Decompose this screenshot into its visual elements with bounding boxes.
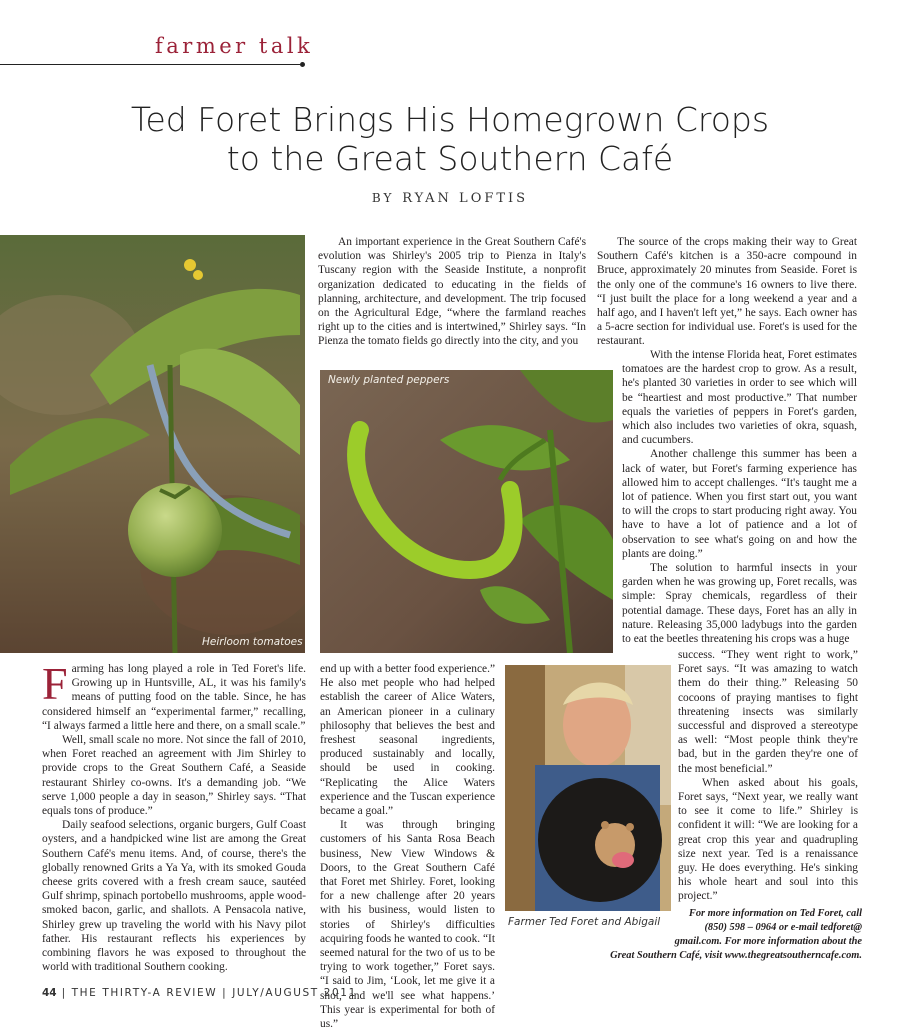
farmer-caption: Farmer Ted Foret and Abigail [508, 916, 661, 928]
lead-text: arming has long played a role in Ted Foret's life. Growing up in Huntsville, AL, it was his family's means of putting food on the table. Since, he has considered himself an “experimental farmer,” recalling, “I always farmed a little here and there, on a small scale.” [42, 663, 306, 732]
info-line: (850) 598 – 0964 or e-mail tedforet@ [704, 922, 862, 933]
paragraph: With the intense Florida heat, Foret estimates tomatoes are the hardest crop to grow. As a result, he's planted 30 varieties in order to see which will be “heartiest and most productive.” That number equals the varieties of peppers in Foret's garden, which also includes two varieties of okra, squash, and cucumbers. [622, 349, 857, 447]
paragraph: When asked about his goals, Foret says, “Next year, we really want to see it come to life.” Shirley is confident it will: “We are looking for a great crop this year and quadrupling size next year. Ted is a renaissance guy. He does everything. He's sinking his whole heart and soul into this project.” [678, 776, 858, 903]
footer-separator: | [222, 987, 228, 999]
paragraph: Well, small scale no more. Not since the fall of 2010, when Foret reached an agreement with Jim Shirley to provide crops to the Great Southern Café, a Seaside restaurant Shirley co-owns. It's a demanding job. “We serve 1,000 people a day in season,” Shirley says. “That equals tons of produce.” [42, 734, 306, 818]
contact-info [560, 907, 862, 963]
info-line: Great Southern Café, visit www.thegreatsoutherncafe.com. [610, 950, 862, 961]
tomato-illustration [0, 235, 305, 653]
tomato-caption: Heirloom tomatoes [202, 636, 303, 648]
page-number: 44 [42, 987, 57, 999]
pepper-caption: Newly planted peppers [328, 374, 450, 386]
paragraph-lead [42, 658, 306, 733]
paragraph: It was through bringing customers of his Santa Rosa Beach business, New View Windows & Doors, to the Great Southern Café that Foret met Shirley. Foret, looking for a new challenge after 20 years with his business, would listen to stories of Shirley's difficulties acquiring foods he wanted to cook. “It seemed natural for the two of us to be trying to work together,” Foret says. “I said to Jim, ‘Look, let me give it a shot, and we'll see what happens.’ This year is experimental for both of us.” [320, 819, 495, 1031]
page-footer [42, 987, 357, 999]
section-label: farmer talk [155, 34, 314, 58]
byline-author: RYAN LOFTIS [402, 191, 529, 206]
paragraph: An important experience in the Great Southern Café's evolution was Shirley's 2005 trip to Pienza in Italy's Tuscany region with the Seaside Institute, a nonprofit organization dedicated to educating in the fields of planning, architecture, and development. The trip focused on the Agricultural Edge, “where the farmland reaches right up to the cities and is intertwined,” Shirley says. “In Pienza the tomato fields go directly into the city, and you [318, 236, 586, 348]
paragraph: end up with a better food experience.” He also met people who had helped establish the career of Alice Waters, an American pioneer in a culinary philosophy that believes the best and freshest seasonal ingredients, produced sustainably and locally, should be used in cooking. “Replicating the Alice Waters experience and the Tuscan experience became a goal.” [320, 663, 495, 818]
paragraph: success. “They went right to work,” Foret says. “It was amazing to watch them do their thing.” Releasing 50 cocoons of praying mantises to fight threatening insects was similarly successful and disproved a stereotype as well: “Most people think they're bad, but in the garden they're one of the most beneficial.” [678, 649, 858, 775]
section-rule [0, 64, 300, 65]
paragraph: Daily seafood selections, organic burgers, Gulf Coast oysters, and a handpicked wine list are among the Great Southern Café's menu items. And, of course, there's the globally renowned Grits a Ya Ya, with its smoked Gouda cheese grits covered with a fresh cream sauce, sautéed Gulf shrimp, spinach portobello mushrooms, apple wood-smoked bacon, garlic, and shallots. A Pensacola native, Shirley grew up traveling the world with his Navy pilot father. His restaurant reflects his experiences by combining flavors he was exposed to throughout the world with traditional Southern cooking. [42, 819, 306, 974]
paragraph: The source of the crops making their way to Great Southern Café's kitchen is a 350-acre compound in Bruce, approximately 20 minutes from Seaside. Foret is the only one of the commune's 16 owners to live there. “I just built the place for a long weekend a year and a half ago, and I haven't left yet,” he says. Each owner has a 5-acre section for individual use. Foret's is used for the restaurant. [597, 236, 857, 348]
byline-prefix: BY [371, 191, 395, 205]
pepper-illustration [320, 370, 613, 653]
section-rule-dot [300, 62, 305, 67]
article-headline [60, 100, 840, 178]
column-2-bottom-text [320, 662, 495, 1031]
paragraph: The solution to harmful insects in your garden when he was growing up, Foret recalls, was simple: Spray chemicals, regardless of their potential damage. These days, Foret has an ally in nature. Releasing 35,000 ladybugs into the garden to eat the beetles threatening his crops was a huge [622, 562, 857, 646]
info-line: gmail.com. For more information about the [674, 936, 862, 947]
column-1-text [42, 658, 306, 974]
farmer-photo [505, 665, 671, 911]
paragraph: Another challenge this summer has been a lack of water, but Foret's farming experience has allowed him to accept challenges. “It's taught me a lot of patience. When you first start out, you want to will the crops to start producing right away. You have to have a lot of patience and a lot of observation to see what's going on and how the plants are doing.” [622, 448, 857, 560]
farmer-illustration [505, 665, 671, 911]
headline-line-1: Ted Foret Brings His Homegrown Crops [130, 100, 770, 139]
headline-line-2: to the Great Southern Café [226, 139, 674, 178]
column-3-text-indented [622, 348, 857, 646]
publication-name: THE THIRTY-A REVIEW [71, 987, 218, 999]
pepper-photo [320, 370, 613, 653]
issue-date: JULY/AUGUST 2011 [232, 987, 357, 999]
tomato-photo [0, 235, 305, 653]
column-3-text [597, 235, 857, 349]
drop-cap: F [42, 658, 68, 709]
column-3-wrap-text [678, 648, 858, 904]
footer-separator: | [61, 987, 67, 999]
column-2-top-text [318, 235, 586, 349]
info-line: For more information on Ted Foret, call [688, 908, 862, 919]
byline [60, 188, 840, 206]
